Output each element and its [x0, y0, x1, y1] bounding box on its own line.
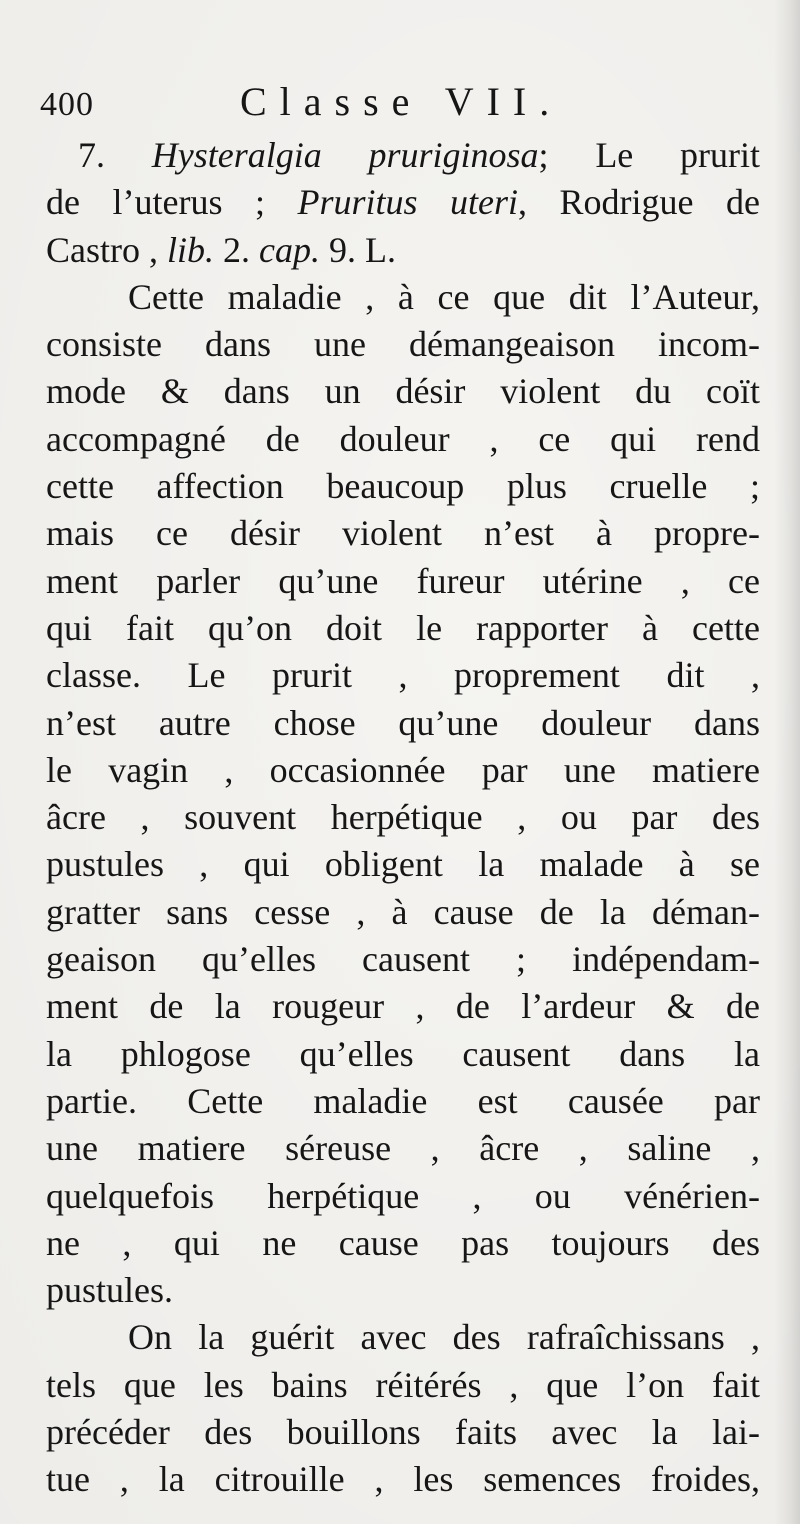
- paragraph-line: n’est autre chose qu’une douleur dans: [46, 702, 760, 743]
- paragraph-line: mode & dans un désir violent du coït: [46, 371, 760, 412]
- entry-latin-name: Hysteralgia pruriginosa: [151, 135, 539, 175]
- paragraph-line: précéder des bouillons faits avec la lai-: [46, 1412, 760, 1453]
- paragraph-line: quelquefois herpétique , ou vénérien-: [46, 1175, 760, 1216]
- paragraph-line: classe. Le prurit , proprement dit ,: [46, 655, 760, 696]
- entry-ref-lib: lib.: [167, 229, 215, 270]
- entry-text: 2.: [214, 229, 260, 270]
- paragraph-line: ment de la rougeur , de l’ardeur & de: [46, 986, 760, 1027]
- paragraph-line: âcre , souvent herpétique , ou par des: [46, 797, 760, 838]
- paragraph-line: mais ce désir violent n’est à propre-: [46, 513, 760, 554]
- entry-text: 9. L.: [320, 229, 396, 270]
- paragraph-line: On la guérit avec des rafraîchissans ,: [128, 1317, 760, 1358]
- paragraph-line: partie. Cette maladie est causée par: [46, 1080, 760, 1121]
- paragraph-line: tue , la citrouille , les semences froides,: [46, 1459, 760, 1500]
- paragraph-line: le vagin , occasionnée par une matiere: [46, 749, 760, 790]
- paragraph-line: pustules.: [46, 1270, 174, 1311]
- entry-line-2: [46, 179, 760, 226]
- paragraph-line: la phlogose qu’elles causent dans la: [46, 1033, 760, 1074]
- entry-french-name: Le prurit: [548, 135, 761, 175]
- entry-text: Castro ,: [46, 229, 167, 270]
- entry-text: , Rodrigue de: [518, 182, 760, 223]
- paragraph-line: gratter sans cesse , à cause de la déman-: [46, 891, 760, 932]
- paragraph-line: accompagné de douleur , ce qui rend: [46, 418, 760, 459]
- paragraph-line: ne , qui ne cause pas toujours des: [46, 1222, 760, 1263]
- paragraph-line: ment parler qu’une fureur utérine , ce: [46, 560, 760, 601]
- entry-ref-cap: cap.: [259, 229, 320, 270]
- paragraph-line: une matiere séreuse , âcre , saline ,: [46, 1128, 760, 1169]
- paragraph-line: qui fait qu’on doit le rapporter à cette: [46, 607, 760, 648]
- paragraph-line: pustules , qui obligent la malade à se: [46, 844, 760, 885]
- entry-synonym: Pruritus uteri: [297, 182, 519, 223]
- page-header: [40, 78, 760, 128]
- entry-number: 7.: [78, 135, 105, 175]
- entry-separator: ;: [538, 135, 549, 175]
- body-text: [46, 132, 760, 1504]
- page-number: 400: [40, 86, 94, 123]
- entry-line-3: [46, 227, 760, 274]
- paragraph-line: cette affection beaucoup plus cruelle ;: [46, 466, 760, 507]
- paragraph-line: Cette maladie , à ce que dit l’Auteur,: [128, 276, 760, 317]
- paragraph-line: consiste dans une démangeaison incom-: [46, 324, 760, 365]
- entry-text: de l’uterus ;: [46, 182, 298, 223]
- entry-line-1: [46, 132, 760, 179]
- paragraph-line: geaison qu’elles causent ; indépendam-: [46, 939, 760, 980]
- page-edge-shadow: [774, 0, 800, 1524]
- running-head: Classe VII.: [240, 79, 563, 124]
- paragraph-line: tels que les bains réitérés , que l’on fait: [46, 1364, 760, 1405]
